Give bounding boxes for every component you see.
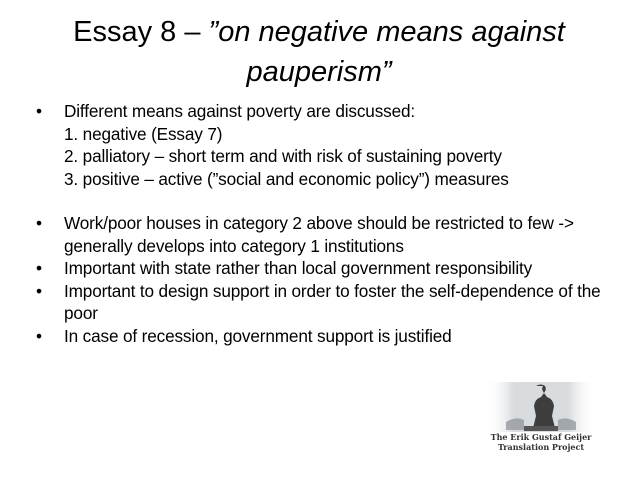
slide-title	[30, 12, 608, 92]
slide-title-italic: ”on negative means against pauperism”	[208, 16, 565, 88]
bullet-text: In case of recession, government support is justified	[64, 325, 452, 346]
spacer	[36, 190, 611, 212]
bullet-text: Different means against poverty are discussed:	[64, 101, 416, 121]
bullet-item	[36, 325, 611, 348]
bullet-marker: •	[36, 258, 42, 278]
bullet-marker: •	[36, 325, 42, 346]
numbered-item: 1. negative (Essay 7)	[64, 123, 223, 144]
numbered-item: 2. palliatory – short term and with risk of sustaining poverty	[64, 146, 502, 166]
bullet-marker: •	[36, 101, 42, 121]
numbered-item: 3. positive – active (”social and economic policy”) measures	[64, 168, 509, 189]
bullet-text: Important with state rather than local government responsibility	[64, 258, 533, 278]
bullet-item	[36, 100, 611, 123]
bullet-text: Important to design support in order to foster the self-dependence of the poor	[64, 280, 601, 323]
statue-icon	[486, 382, 596, 432]
bullet-text: Work/poor houses in category 2 above should be restricted to few -> generally develops into category 1 institutions	[64, 213, 574, 256]
bullet-item	[36, 280, 611, 325]
slide-title-prefix: Essay 8 –	[73, 16, 209, 48]
bullet-marker: •	[36, 280, 42, 301]
bullet-marker: •	[36, 213, 42, 233]
slide-body	[36, 100, 611, 347]
logo-line-1: The Erik Gustaf Geijer	[490, 432, 592, 442]
bullet-item	[36, 257, 611, 280]
project-logo	[486, 382, 596, 468]
bullet-item	[36, 212, 611, 257]
logo-caption	[486, 432, 596, 452]
logo-line-2: Translation Project	[497, 442, 585, 452]
